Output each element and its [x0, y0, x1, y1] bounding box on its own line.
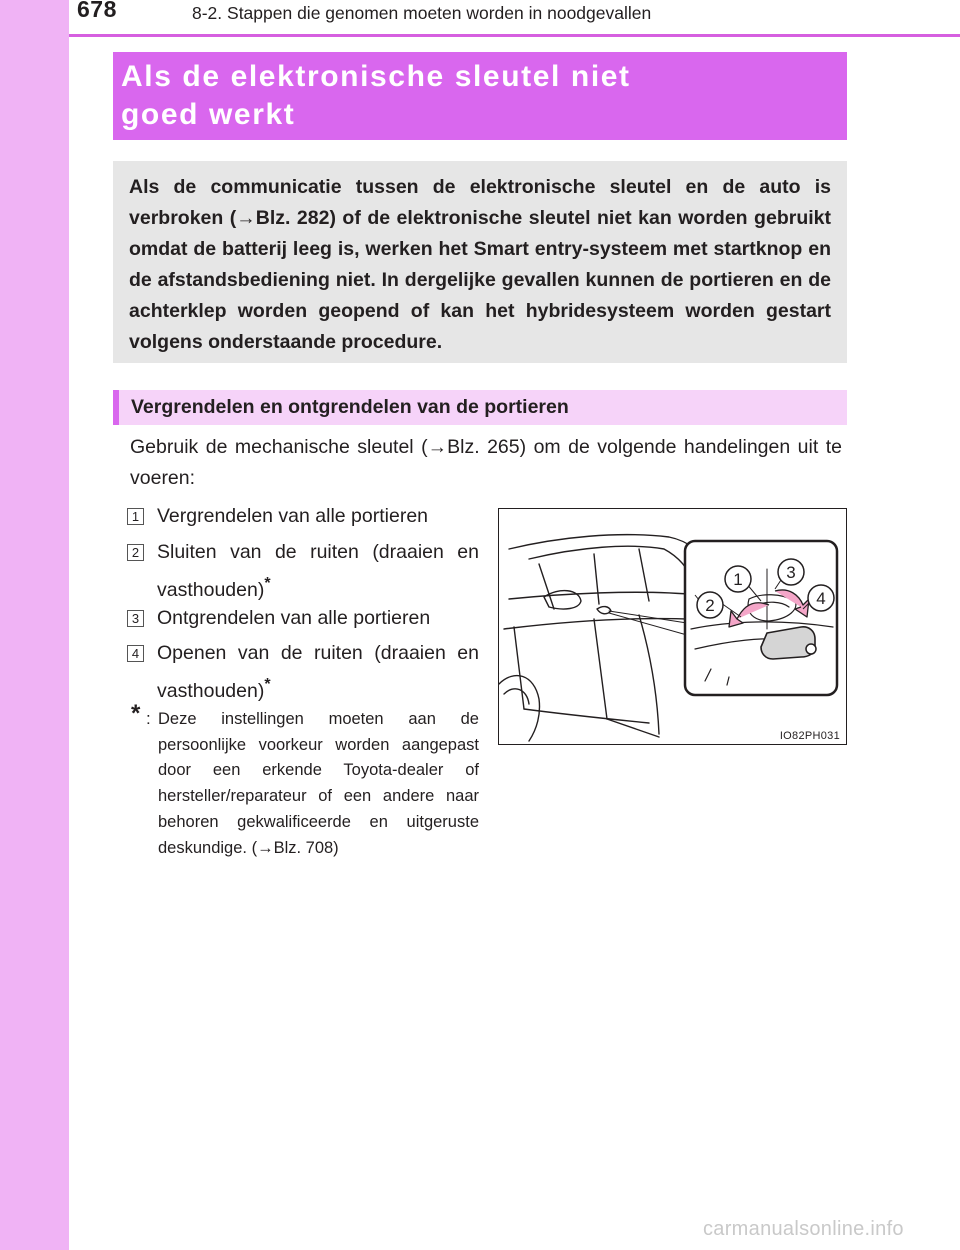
title-line-1: Als de elektronische sleutel niet	[121, 60, 631, 93]
step-text-3: Ontgrendelen van alle portieren	[157, 607, 431, 629]
step-text-2: Sluiten van de ruiten (draaien en vasthouden)	[157, 541, 479, 601]
step-number-1: 1	[127, 508, 144, 525]
callout-label-2: 2	[705, 596, 715, 615]
step-number-4: 4	[127, 645, 144, 662]
page-sidebar	[0, 0, 69, 1250]
callout-label-4: 4	[816, 589, 826, 608]
page-number: 678	[77, 0, 117, 22]
footnote-text: Deze instellingen moeten aan de persoonlijke voorkeur worden aangepast door een erkende Toyota-dealer of hersteller/reparateur of een andere naar behoren gekwalificeerde en uitgeruste deskundige. (→Blz. 708)	[158, 710, 479, 857]
section-title	[113, 52, 847, 140]
step-text-1: Vergrendelen van alle portieren	[157, 505, 429, 527]
title-line-2: goed werkt	[121, 98, 296, 131]
watermark: carmanualsonline.info	[703, 1218, 904, 1240]
footnote-colon: :	[146, 709, 151, 728]
running-head: 8-2. Stappen die genomen moeten worden in noodgevallen	[192, 3, 652, 23]
callout-label-3: 3	[786, 563, 796, 582]
step-number-3: 3	[127, 610, 144, 627]
instruction-text: Gebruik de mechanische sleutel (→Blz. 265) om de volgende handelingen uit te voeren:	[130, 436, 842, 489]
callout-label-1: 1	[733, 570, 743, 589]
figure-code: IO82PH031	[779, 730, 840, 742]
step-text-4: Openen van de ruiten (draaien en vasthouden)	[157, 642, 479, 702]
footnote-marker: *	[264, 575, 271, 592]
intro-box	[113, 161, 847, 363]
intro-text: Als de communicatie tussen de elektronische sleutel en de auto is verbroken (→Blz. 282) of de elektronische sleutel niet kan worden gebruikt omdat de batterij leeg is, werken het Smart entry-systeem met startknop en de afstandsbediening niet. In dergelijke gevallen kunnen de portieren en de achterklep worden geopend of kan het hybridesysteem worden gestart volgens onderstaande procedure.	[129, 176, 831, 353]
key-cylinder-illustration	[498, 508, 847, 745]
footnote-asterisk: *	[131, 700, 141, 727]
footnote-marker: *	[264, 676, 271, 693]
subsection-heading: Vergrendelen en ontgrendelen van de portieren	[113, 390, 847, 425]
car-door-drawing	[499, 509, 846, 744]
step-number-2: 2	[127, 544, 144, 561]
header-rule	[69, 34, 960, 37]
